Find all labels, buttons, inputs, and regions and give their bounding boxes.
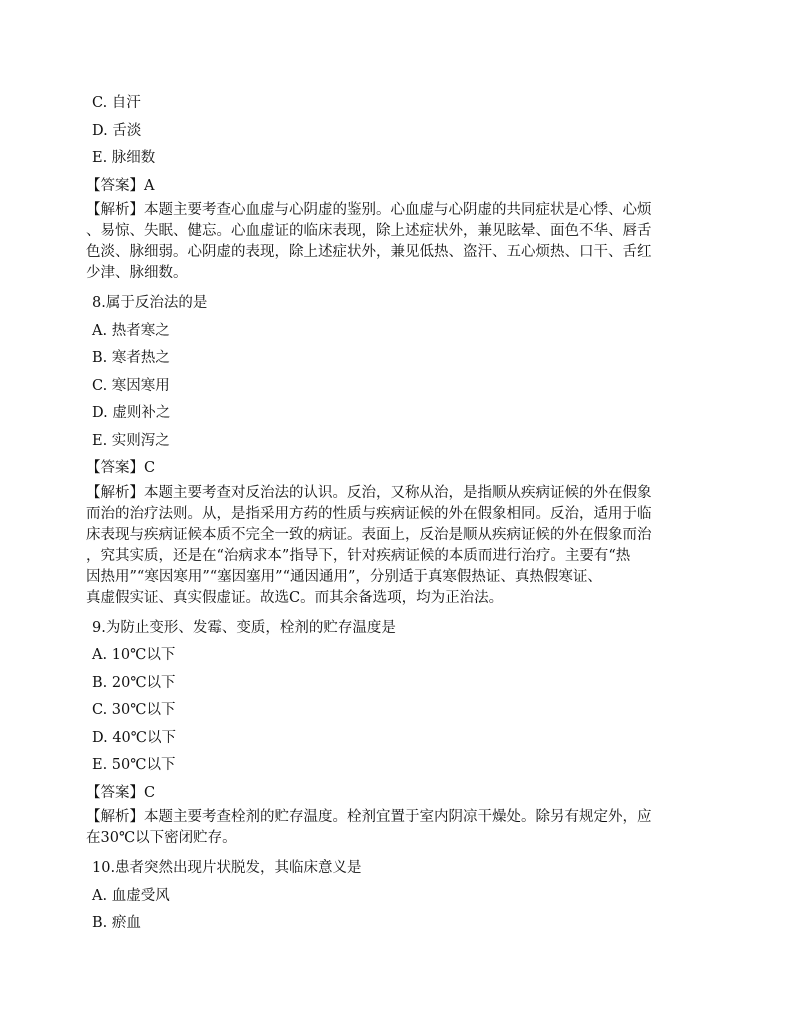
explanation-line: 少津、脉细数。 [86, 265, 188, 281]
option-c: C. 30℃以下 [92, 702, 176, 718]
option-d: D. 40℃以下 [92, 729, 176, 746]
explanation-line: 【解析】本题主要考查对反治法的认识。反治，又称从治，是指顺从疾病证候的外在假象 [86, 484, 652, 501]
option-d: D. 虚则补之 [92, 405, 171, 421]
option-e: E. 脉细数 [92, 150, 156, 166]
option-e: E. 实则泻之 [92, 432, 170, 449]
question-8: 8.属于反治法的是 [92, 295, 208, 311]
answer-label: 【答案】A [86, 177, 155, 194]
explanation-line: 在30℃以下密闭贮存。 [86, 830, 237, 846]
explanation-line: 、易惊、失眠、健忘。心血虚证的临床表现，除上述症状外，兼见眩晕、面色不华、唇舌 [86, 223, 652, 239]
option-c: C. 自汗 [92, 95, 141, 111]
explanation-line: 【解析】本题主要考查栓剂的贮存温度。栓剂宜置于室内阴凉干燥处。除另有规定外，应 [86, 809, 652, 825]
option-b: B. 20℃以下 [92, 674, 176, 691]
question-10: 10.患者突然出现片状脱发，其临床意义是 [92, 860, 362, 876]
option-a: A. 热者寒之 [92, 322, 170, 339]
option-a: A. 10℃以下 [92, 647, 176, 663]
explanation-line: 因热用”“寒因寒用”“塞因塞用”“通因通用”，分别适于真寒假热证、真热假寒证、 [86, 568, 602, 585]
explanation-line: ，究其实质，还是在“治病求本”指导下，针对疾病证候的本质而进行治疗。主要有“热 [86, 547, 631, 564]
document-page [86, 90, 722, 938]
explanation-line: 色淡、脉细弱。心阴虚的表现，除上述症状外，兼见低热、盗汗、五心烦热、口干、舌红 [86, 244, 652, 260]
explanation-line: 【解析】本题主要考查心血虚与心阴虚的鉴别。心血虚与心阴虚的共同症状是心悸、心烦 [86, 202, 652, 218]
option-d: D. 舌淡 [92, 122, 142, 139]
option-e: E. 50℃以下 [92, 757, 176, 773]
answer-label: 【答案】C [86, 460, 156, 476]
answer-label: 【答案】C [86, 784, 156, 801]
explanation-paragraph [86, 200, 722, 284]
explanation-line: 床表现与疾病证候本质不完全一致的病证。表面上，反治是顺从疾病证候的外在假象而治 [86, 526, 652, 543]
question-9: 9.为防止变形、发霉、变质，栓剂的贮存温度是 [92, 619, 396, 636]
explanation-line: 而治的治疗法则。从，是指采用方药的性质与疾病证候的外在假象相同。反治，适用于临 [86, 505, 652, 522]
option-a: A. 血虚受风 [92, 887, 170, 904]
explanation-paragraph [86, 483, 722, 609]
option-b: B. 瘀血 [92, 915, 141, 931]
option-b: B. 寒者热之 [92, 350, 170, 366]
explanation-line: 真虚假实证、真实假虚证。故选C。而其余备选项，均为正治法。 [86, 589, 504, 606]
option-c: C. 寒因寒用 [92, 377, 170, 394]
explanation-paragraph [86, 807, 722, 849]
